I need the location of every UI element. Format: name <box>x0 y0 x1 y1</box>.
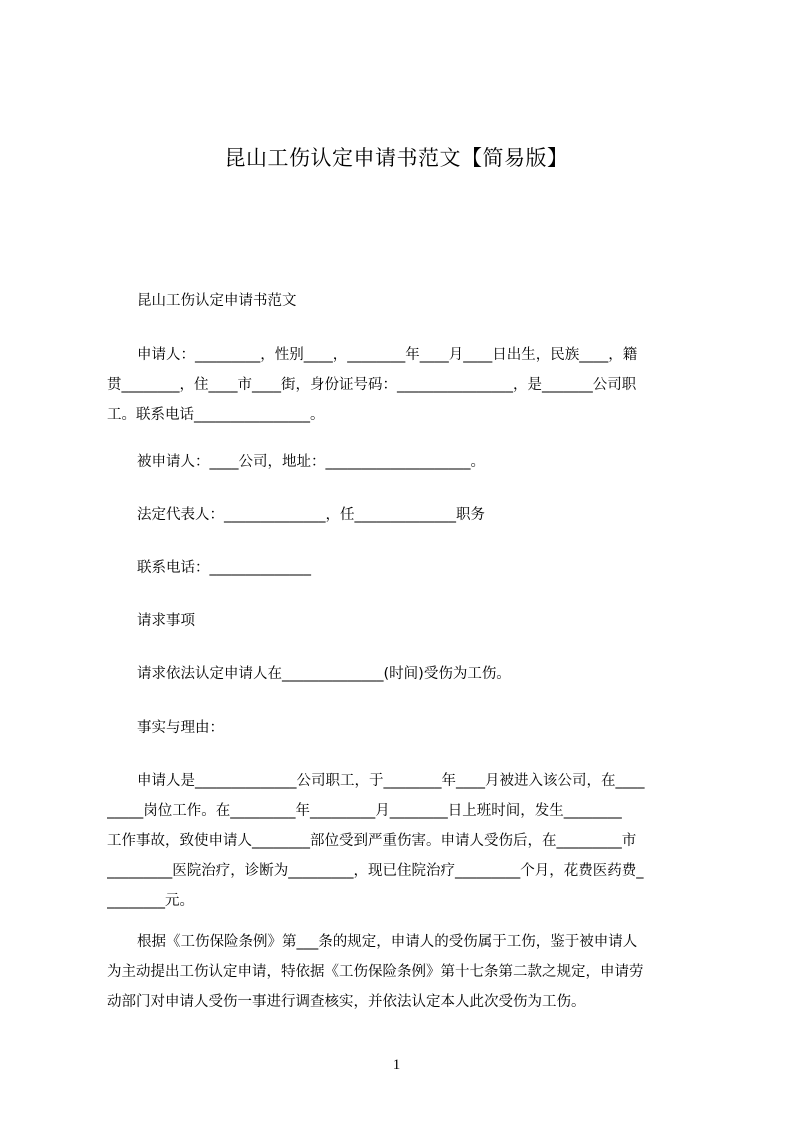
applicant-paragraph <box>107 340 699 430</box>
facts-line: ________元。 <box>107 893 194 909</box>
respondent-paragraph: 被申请人：____公司，地址：____________________。 <box>137 454 485 470</box>
page-number: 1 <box>392 1057 401 1073</box>
applicant-line: 贯________，住____市____街，身份证号码：________________，是_______公司职 <box>107 377 637 393</box>
applicant-line: 申请人：_________，性别____，________年____月____日出生，民族____，籍 <box>137 347 638 363</box>
facts-paragraph <box>107 766 699 916</box>
document-subtitle: 昆山工伤认定申请书范文 <box>137 293 297 309</box>
basis-line: 动部门对申请人受伤一事进行调查核实，并依法认定本人此次受伤为工伤。 <box>107 994 586 1010</box>
basis-line: 为主动提出工伤认定申请，特依据《工伤保险条例》第十七条第二款之规定，申请劳 <box>107 964 644 980</box>
request-paragraph: 请求依法认定申请人在______________(时间)受伤为工伤。 <box>137 666 511 682</box>
basis-line: 根据《工伤保险条例》第___条的规定，申请人的受伤属于工伤，鉴于被申请人 <box>137 934 638 950</box>
facts-line: _________医院治疗，诊断为_________，现已住院治疗_________个月，花费医药费_ <box>107 863 644 879</box>
basis-paragraph <box>107 927 699 1017</box>
applicant-line: 工。联系电话________________。 <box>107 407 325 423</box>
facts-line: 申请人是______________公司职工，于________年____月被进入该公司，在____ <box>137 773 645 789</box>
legal-representative-paragraph: 法定代表人：______________，任______________职务 <box>137 507 485 523</box>
facts-line: 工作事故，致使申请人________部位受到严重伤害。申请人受伤后，在_________市 <box>107 833 637 849</box>
document-title: 昆山工伤认定申请书范文【简易版】 <box>224 146 569 170</box>
request-heading: 请求事项 <box>137 613 195 629</box>
contact-phone-paragraph: 联系电话：______________ <box>137 560 311 576</box>
facts-heading: 事实与理由： <box>137 720 224 736</box>
facts-line: _____岗位工作。在_________年_________月________日上班时间，发生________ <box>107 803 622 819</box>
